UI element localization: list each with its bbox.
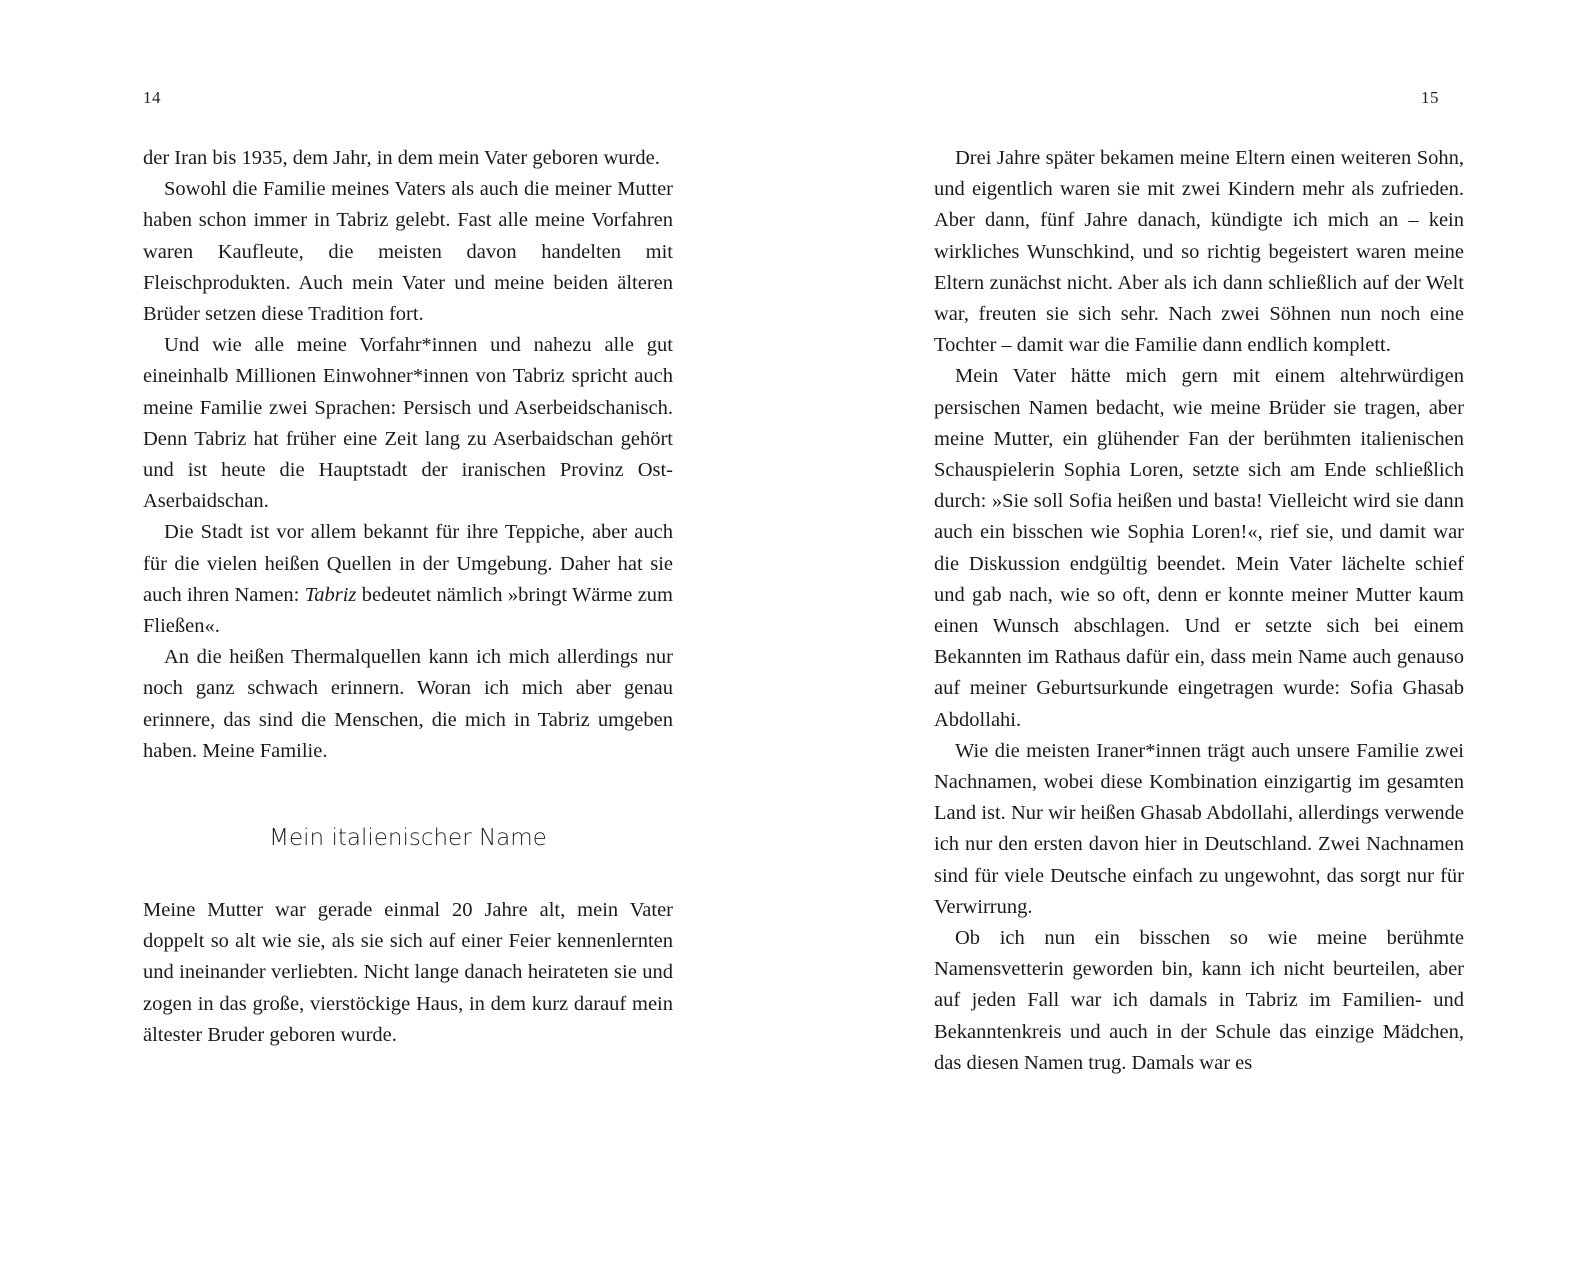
paragraph: Ob ich nun ein bisschen so wie meine berühmte Namensvetterin geworden bin, kann ich nicht beurteilen, aber auf jeden Fall war ich damals in Tabriz im Familien- und Bekanntenkreis und auch in der Schule das einzige Mädchen, das diesen Namen trug. Damals war es — [934, 927, 1464, 1074]
left-page-text — [143, 143, 673, 1051]
paragraph: Drei Jahre später bekamen meine Eltern einen weiteren Sohn, und eigentlich waren sie mit zwei Kindern mehr als zufrieden. Aber dann, fünf Jahre danach, kündigte ich mich an – kein wirkliches Wunschkind, und so richtig begeistert waren meine Eltern zunächst nicht. Aber als ich dann schließlich auf der Welt war, freuten sie sich sehr. Nach zwei Söhnen nun noch eine Tochter – damit war die Familie dann endlich komplett. — [934, 147, 1464, 357]
section-heading: Mein italienischer Name — [269, 825, 547, 852]
paragraph: Mein Vater hätte mich gern mit einem altehrwürdigen persischen Namen bedacht, wie meine Brüder sie tragen, aber meine Mutter, ein glühender Fan der berühmten italienischen Schauspielerin Sophia Loren, setzte sich am Ende schließlich durch: »Sie soll Sofia heißen und basta! Vielleicht wird sie dann auch ein bisschen wie Sophia Loren!«, rief sie, und damit war die Diskussion endgültig beendet. Mein Vater lächelte schief und gab nach, wie so oft, denn er konnte meiner Mutter kaum einen Wunsch abschlagen. Und er setzte sich bei einem Bekannten im Rathaus dafür ein, dass mein Name auch genauso auf meiner Geburtsurkunde eingetragen wurde: Sofia Ghasab Abdollahi. — [934, 365, 1464, 731]
page-number-right: 15 — [1421, 88, 1439, 107]
italic-word: Tabriz — [304, 583, 357, 606]
paragraph: Wie die meisten Iraner*innen trägt auch unsere Familie zwei Nachnamen, wobei diese Kombination einzigartig im gesamten Land ist. Nur wir heißen Ghasab Abdollahi, allerdings verwende ich nur den ersten davon hier in Deutschland. Zwei Nachnamen sind für viele Deutsche einfach zu ungewohnt, das sorgt nur für Verwirrung. — [934, 739, 1464, 918]
page-number-left: 14 — [143, 88, 161, 107]
paragraph: Meine Mutter war gerade einmal 20 Jahre alt, mein Vater doppelt so alt wie sie, als sie sich auf einer Feier kennenlernten und ineinander verliebten. Nicht lange danach heirateten sie und zogen in das große, vierstöckige Haus, in dem kurz darauf mein ältester Bruder geboren wurde. — [143, 899, 673, 1046]
paragraph: Sowohl die Familie meines Vaters als auch die meiner Mutter haben schon immer in Tabriz gelebt. Fast alle meine Vorfahren waren Kaufleute, die meisten davon handelten mit Fleischprodukten. Auch mein Vater und meine beiden älteren Brüder setzen diese Tradition fort. — [143, 178, 673, 326]
paragraph: Und wie alle meine Vorfahr*innen und nahezu alle gut eineinhalb Millionen Einwohner*innen von Tabriz spricht auch meine Familie zwei Sprachen: Persisch und Aserbeidschanisch. Denn Tabriz hat früher eine Zeit lang zu Aserbaidschan gehört und ist heute die Hauptstadt der iranischen Provinz Ost-Aserbaidschan. — [143, 334, 673, 513]
paragraph: der Iran bis 1935, dem Jahr, in dem mein Vater geboren wurde. — [143, 147, 660, 169]
paragraph: An die heißen Thermalquellen kann ich mich allerdings nur noch ganz schwach erinnern. Woran ich mich aber genau erinnere, das sind die Menschen, die mich in Tabriz umgeben haben. Meine Familie. — [143, 646, 673, 762]
text-run: bedeutet nämlich »bringt Wärme zum Fließen«. — [143, 583, 673, 638]
right-page-text — [934, 143, 1464, 1079]
paragraph-tabriz — [143, 517, 673, 642]
text-run: Die Stadt ist vor allem bekannt für ihre Teppiche, aber auch für die vielen heißen Quellen in der Umgebung. Daher hat sie auch ihren Namen: — [143, 521, 673, 606]
